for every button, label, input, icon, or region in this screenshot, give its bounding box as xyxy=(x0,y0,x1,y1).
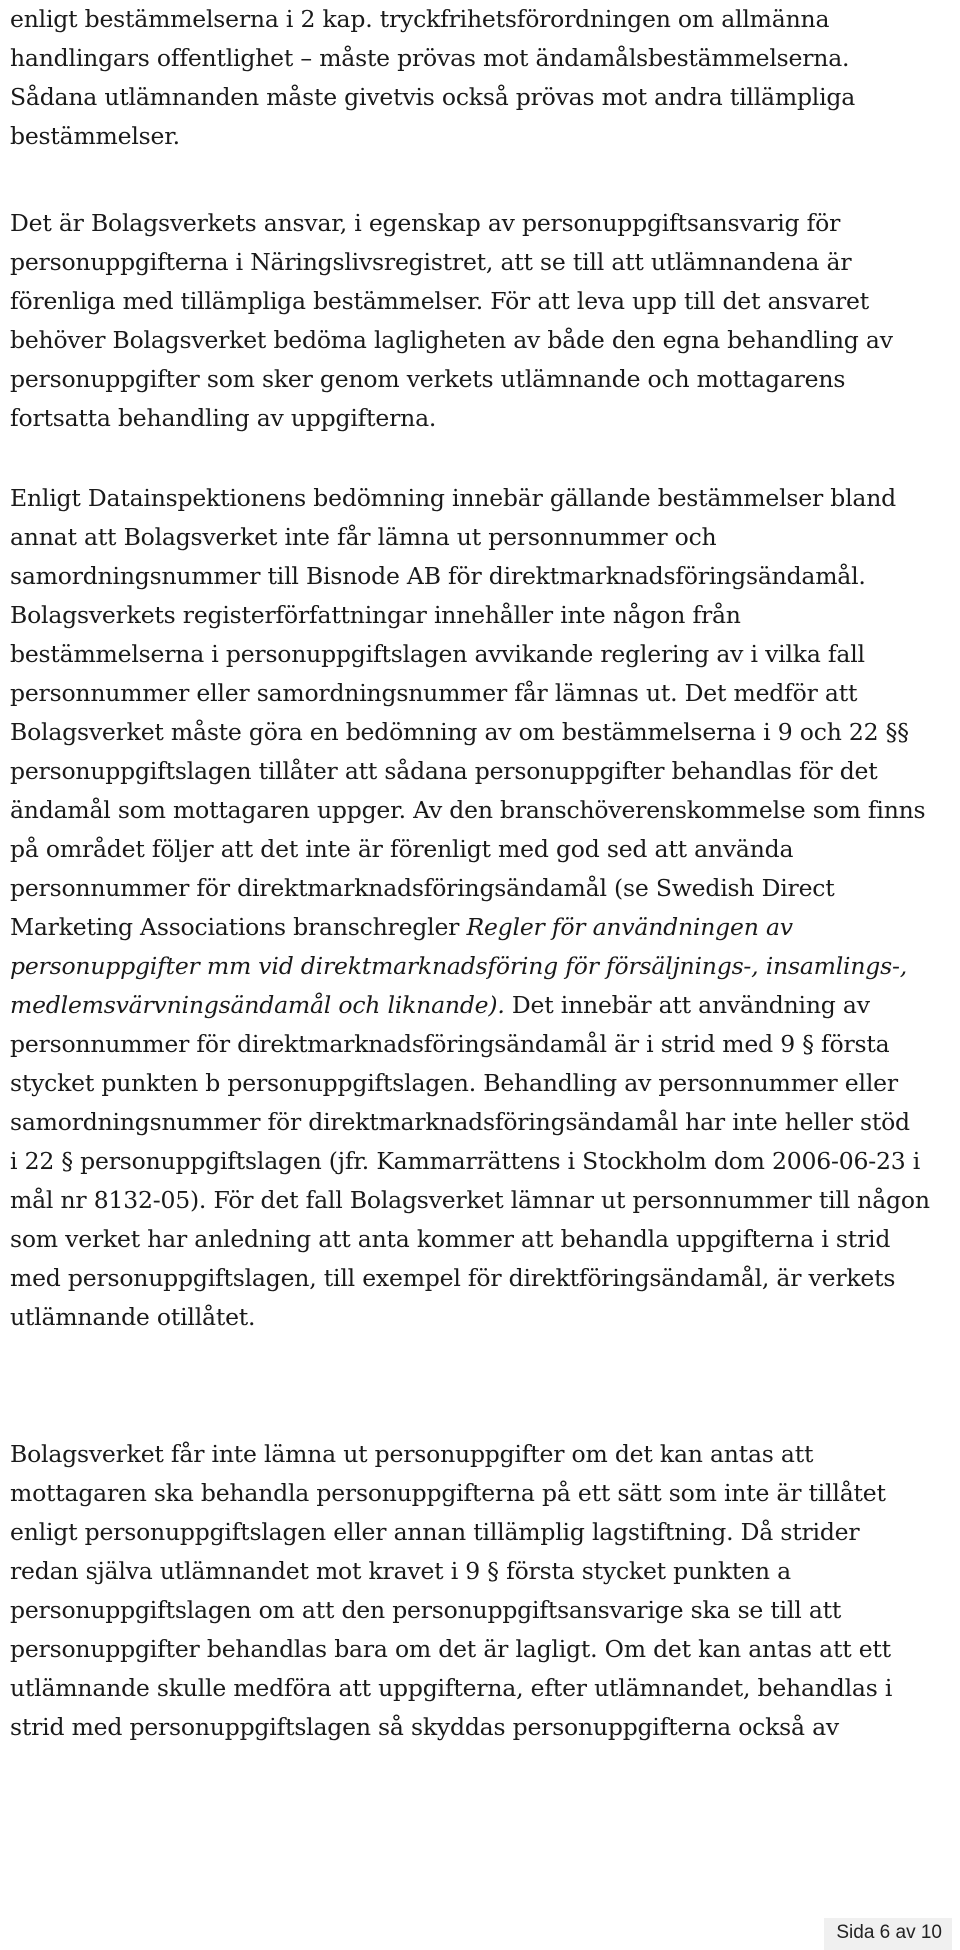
text-line: mål nr 8132-05). För det fall Bolagsverket lämnar ut personnummer till någon xyxy=(10,1186,930,1214)
text-line: Bolagsverkets registerförfattningar innehåller inte någon från xyxy=(10,601,741,629)
italic-citation: Regler för användningen av xyxy=(466,913,793,941)
text-line: annat att Bolagsverket inte får lämna ut personnummer och xyxy=(10,523,717,551)
text-line: fortsatta behandling av uppgifterna. xyxy=(10,404,437,432)
text-line: Bolagsverket måste göra en bedömning av om bestämmelserna i 9 och 22 §§ xyxy=(10,718,909,746)
text-line: förenliga med tillämpliga bestämmelser. För att leva upp till det ansvaret xyxy=(10,287,869,315)
text-line: personuppgifterna i Näringslivsregistret, att se till att utlämnandena är xyxy=(10,248,852,276)
text-line: bestämmelserna i personuppgiftslagen avvikande reglering av i vilka fall xyxy=(10,640,865,668)
text-line: utlämnande skulle medföra att uppgifterna, efter utlämnandet, behandlas i xyxy=(10,1674,893,1702)
text-line: Enligt Datainspektionens bedömning innebär gällande bestämmelser bland xyxy=(10,484,896,512)
text-line: bestämmelser. xyxy=(10,122,180,150)
text-line: enligt bestämmelserna i 2 kap. tryckfrihetsförordningen om allmänna xyxy=(10,5,830,33)
text-line: med personuppgiftslagen, till exempel för direktföringsändamål, är verkets xyxy=(10,1264,896,1292)
italic-citation: medlemsvärvningsändamål och liknande). xyxy=(10,991,505,1019)
text-line: redan själva utlämnandet mot kravet i 9 § första stycket punkten a xyxy=(10,1557,791,1585)
text-line: samordningsnummer till Bisnode AB för direktmarknadsföringsändamål. xyxy=(10,562,866,590)
text-line: strid med personuppgiftslagen så skyddas personuppgifterna också av xyxy=(10,1713,839,1741)
text-line: Det är Bolagsverkets ansvar, i egenskap av personuppgiftsansvarig för xyxy=(10,209,841,237)
text-line: personnummer för direktmarknadsföringsändamål (se Swedish Direct xyxy=(10,874,835,902)
text-line: utlämnande otillåtet. xyxy=(10,1303,256,1331)
text-line: samordningsnummer för direktmarknadsföringsändamål har inte heller stöd xyxy=(10,1108,910,1136)
text-line: personuppgiftslagen om att den personuppgiftsansvarige ska se till att xyxy=(10,1596,842,1624)
page-number-footer xyxy=(824,1918,952,1950)
text-line: Sådana utlämnanden måste givetvis också prövas mot andra tillämpliga xyxy=(10,83,856,111)
text-line xyxy=(10,947,930,986)
text-line: ändamål som mottagaren uppger. Av den branschöverenskommelse som finns xyxy=(10,796,926,824)
text-line xyxy=(10,908,930,947)
text-line: personuppgiftslagen tillåter att sådana personuppgifter behandlas för det xyxy=(10,757,878,785)
text-line: i 22 § personuppgiftslagen (jfr. Kammarrättens i Stockholm dom 2006-06-23 i xyxy=(10,1147,921,1175)
text-line: handlingars offentlighet – måste prövas mot ändamålsbestämmelserna. xyxy=(10,44,850,72)
text-line: personuppgifter som sker genom verkets utlämnande och mottagarens xyxy=(10,365,846,393)
text-line: mottagaren ska behandla personuppgifterna på ett sätt som inte är tillåtet xyxy=(10,1479,886,1507)
text-line: personnummer för direktmarknadsföringsändamål är i strid med 9 § första xyxy=(10,1030,890,1058)
text-line: personnummer eller samordningsnummer får lämnas ut. Det medför att xyxy=(10,679,858,707)
text-line: enligt personuppgiftslagen eller annan tillämplig lagstiftning. Då strider xyxy=(10,1518,860,1546)
text-line xyxy=(10,986,930,1025)
paragraph-4 xyxy=(10,1435,892,1747)
paragraph-2 xyxy=(10,204,893,438)
page-number-label: Sida 6 av 10 xyxy=(836,1922,942,1943)
text-line: på området följer att det inte är förenligt med god sed att använda xyxy=(10,835,794,863)
text-line: behöver Bolagsverket bedöma lagligheten av både den egna behandling av xyxy=(10,326,893,354)
italic-citation: personuppgifter mm vid direktmarknadsföring för försäljnings-, insamlings-, xyxy=(10,952,908,980)
text-line: som verket har anledning att anta kommer att behandla uppgifterna i strid xyxy=(10,1225,891,1253)
text-line: stycket punkten b personuppgiftslagen. Behandling av personnummer eller xyxy=(10,1069,898,1097)
text-segment: Det innebär att användning av xyxy=(511,991,870,1019)
paragraph-1 xyxy=(10,0,855,156)
paragraph-3 xyxy=(10,479,930,1337)
text-segment: Marketing Associations branschregler xyxy=(10,913,460,941)
text-line: personuppgifter behandlas bara om det är lagligt. Om det kan antas att ett xyxy=(10,1635,891,1663)
text-line: Bolagsverket får inte lämna ut personuppgifter om det kan antas att xyxy=(10,1440,814,1468)
